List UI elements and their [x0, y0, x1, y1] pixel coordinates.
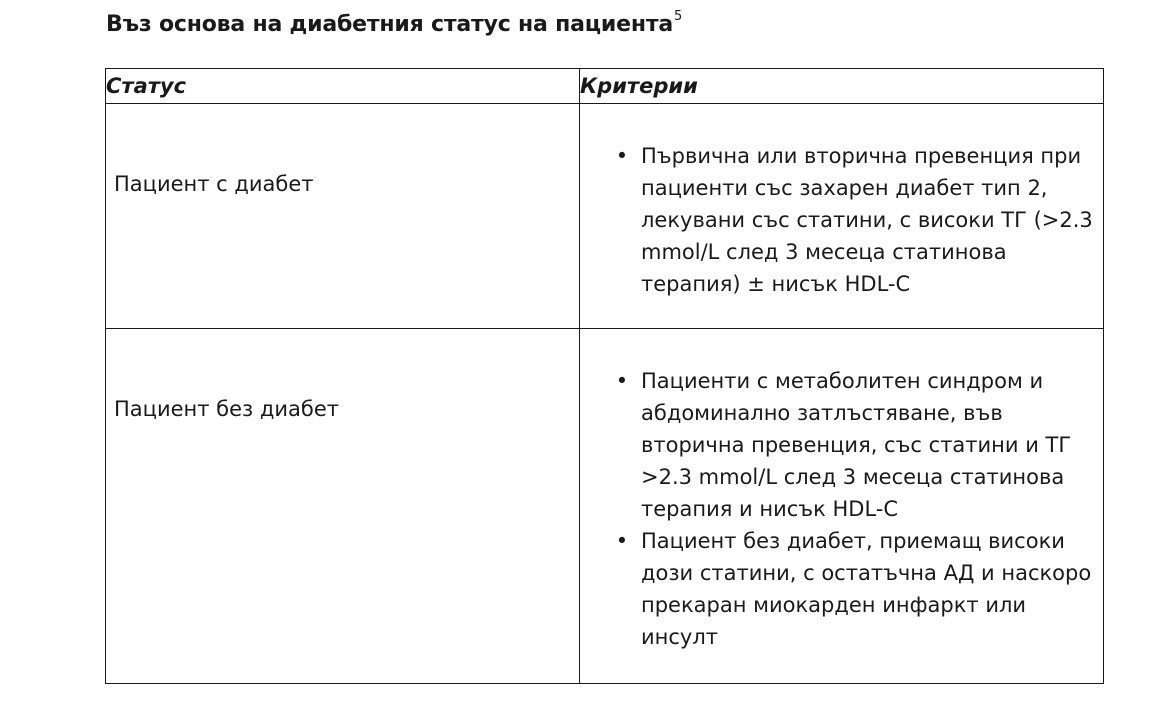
heading-text: Въз основа на диабетния статус на пациента	[106, 12, 674, 37]
table-row	[106, 104, 1104, 329]
criteria-text: Пациент без диабет, приемащ високи дози статини, с остатъчна АД и наскоро прекаран миокарден инфаркт или инсулт	[641, 529, 1092, 649]
criteria-cell	[580, 329, 1104, 684]
heading-footnote-ref: 5	[674, 9, 683, 24]
criteria-text: Пациенти с метаболитен синдром и абдоминално затлъстяване, във вторична превенция, със статини и ТГ >2.3 mmol/L след 3 месеца статинова терапия и нисък HDL-C	[641, 369, 1072, 521]
header-criteria: Критерии	[580, 69, 1104, 104]
criteria-list	[580, 365, 1103, 653]
criteria-text: Първична или вторична превенция при пациенти със захарен диабет тип 2, лекувани със статини, с високи ТГ (>2.3 mmol/L след 3 месеца статинова терапия) ± нисък HDL-C	[641, 144, 1093, 296]
list-item	[615, 140, 1095, 300]
list-item	[615, 365, 1095, 525]
bullet-icon: •	[615, 369, 629, 393]
status-cell	[106, 104, 580, 329]
criteria-cell	[580, 104, 1104, 329]
status-text: Пациент без диабет	[114, 397, 340, 421]
table-header-row	[106, 69, 1104, 104]
criteria-list	[580, 140, 1103, 300]
header-status: Статус	[106, 69, 580, 104]
status-text: Пациент с диабет	[114, 172, 314, 196]
criteria-table	[105, 68, 1104, 684]
status-cell	[106, 329, 580, 684]
bullet-icon: •	[615, 144, 629, 168]
bullet-icon: •	[615, 529, 629, 553]
table-row	[106, 329, 1104, 684]
page-heading	[106, 9, 683, 37]
list-item	[615, 525, 1095, 653]
